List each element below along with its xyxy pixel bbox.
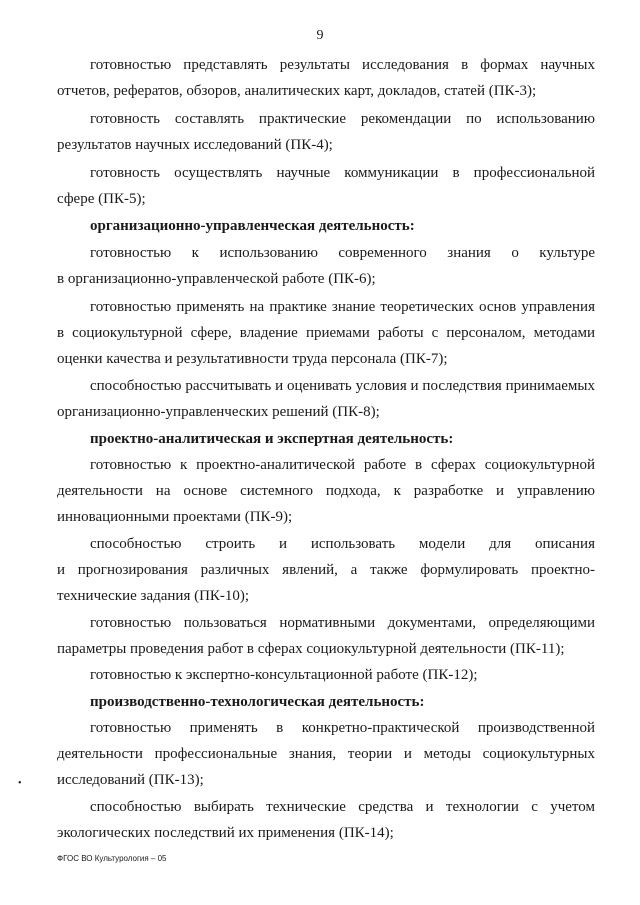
- competency-pk13-line2: деятельности профессиональные знания, теории и методы социокультурных: [57, 746, 595, 762]
- competency-pk10-line2: и прогнозирования различных явлений, а также формулировать проектно-: [57, 562, 595, 578]
- competency-pk3-line2: отчетов, рефератов, обзоров, аналитических карт, докладов, статей (ПК-3);: [57, 83, 537, 99]
- competency-pk13-line1: готовностью применять в конкретно-практической производственной: [90, 720, 595, 736]
- section-heading-organizational: организационно-управленческая деятельность:: [90, 218, 415, 234]
- competency-pk6-line1: готовностью к использованию современного знания о культуре: [90, 245, 595, 261]
- competency-pk14-line2: экологических последствий их применения (ПК-14);: [57, 825, 394, 841]
- competency-pk4-line2: результатов научных исследований (ПК-4);: [57, 137, 333, 153]
- competency-pk7-line1: готовностью применять на практике знание теоретических основ управления: [90, 299, 595, 315]
- competency-pk12-line1: готовностью к экспертно-консультационной работе (ПК-12);: [90, 667, 478, 683]
- competency-pk7-line2: в социокультурной сфере, владение приемами работы с персоналом, методами: [57, 325, 595, 341]
- competency-pk9-line3: инновационными проектами (ПК-9);: [57, 509, 293, 525]
- section-heading-project-analytical: проектно-аналитическая и экспертная деятельность:: [90, 431, 454, 447]
- competency-pk11-line2: параметры проведения работ в сферах социокультурной деятельности (ПК-11);: [57, 641, 565, 657]
- competency-pk4-line1: готовность составлять практические рекомендации по использованию: [90, 111, 595, 127]
- competency-pk14-line1: способностью выбирать технические средства и технологии с учетом: [90, 799, 595, 815]
- competency-pk10-line1: способностью строить и использовать модели для описания: [90, 536, 595, 552]
- competency-pk3-line1: готовностью представлять результаты исследования в формах научных: [90, 57, 595, 73]
- competency-pk9-line2: деятельности на основе системного подхода, к разработке и управлению: [57, 483, 595, 499]
- competency-pk5-line2: сфере (ПК-5);: [57, 191, 146, 207]
- competency-pk11-line1: готовностью пользоваться нормативными документами, определяющими: [90, 615, 595, 631]
- competency-pk8-line2: организационно-управленческих решений (ПК-8);: [57, 404, 380, 420]
- page-number: 9: [316, 28, 324, 43]
- competency-pk10-line3: технические задания (ПК-10);: [57, 588, 250, 604]
- competency-pk13-line3: исследований (ПК-13);: [57, 772, 204, 788]
- competency-pk7-line3: оценки качества и результативности труда персонала (ПК-7);: [57, 351, 448, 367]
- margin-mark: •: [18, 778, 22, 789]
- competency-pk8-line1: способностью рассчитывать и оценивать условия и последствия принимаемых: [90, 378, 595, 394]
- competency-pk9-line1: готовностью к проектно-аналитической работе в сферах социокультурной: [90, 457, 595, 473]
- section-heading-production-technological: производственно-технологическая деятельность:: [90, 694, 425, 710]
- competency-pk6-line2: в организационно-управленческой работе (ПК-6);: [57, 271, 376, 287]
- footer-label: ФГОС ВО Культурология – 05: [57, 854, 167, 863]
- competency-pk5-line1: готовность осуществлять научные коммуникации в профессиональной: [90, 165, 595, 181]
